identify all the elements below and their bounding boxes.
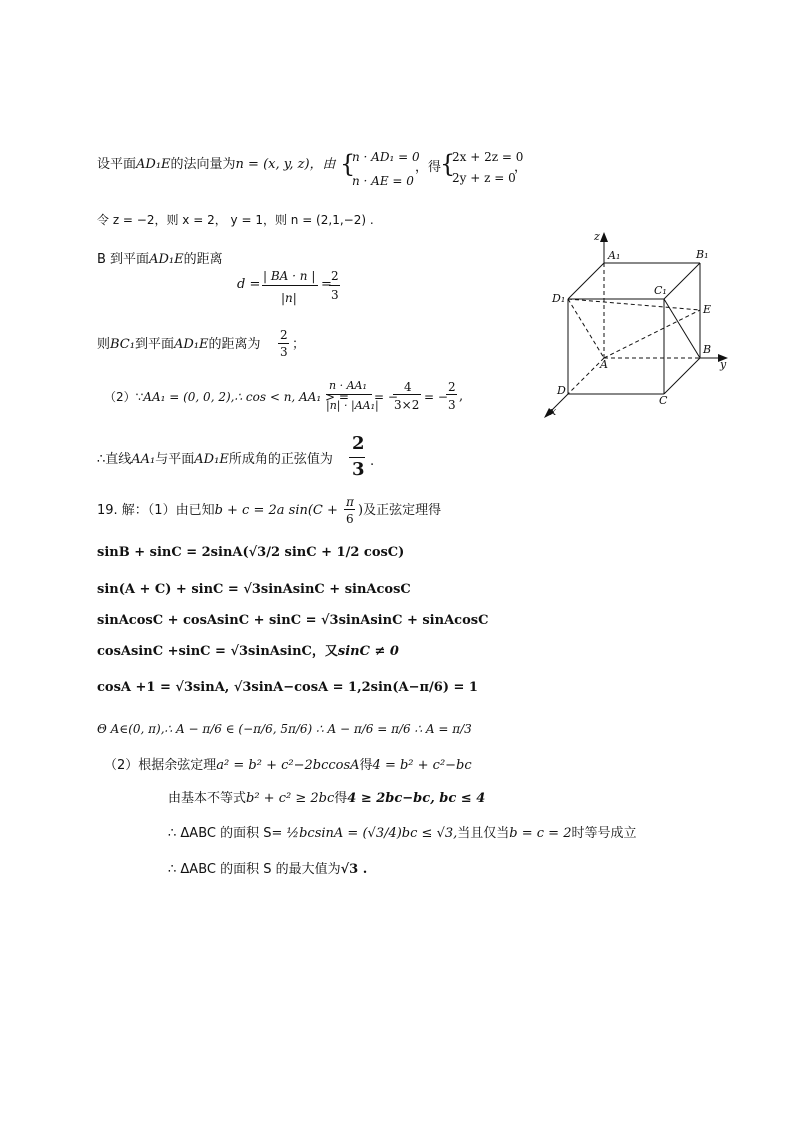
label-y: y: [720, 358, 727, 371]
text: （2）∵: [104, 390, 144, 404]
text: 到平面: [134, 337, 174, 352]
equation-line: sinAcosC + cosAsinC + sinC = √3sinAsinC + sinAcosC: [97, 613, 489, 628]
text: ，: [514, 160, 528, 175]
math: b² + c² ≥ 2bc: [246, 791, 335, 806]
label-a: A: [600, 358, 608, 371]
edge-ad: [568, 358, 604, 394]
left-brace-1: {: [340, 150, 356, 178]
math: AD₁E: [149, 252, 184, 267]
text: ∴ ΔABC 的面积 S: [168, 826, 272, 841]
math: AD₁E: [194, 452, 229, 467]
text: 的距离为: [208, 337, 261, 352]
math: 4 = b² + c²−bc: [372, 758, 472, 773]
label-x: x: [550, 405, 557, 418]
d-result-den: 3: [331, 288, 339, 302]
frac-den: 3: [280, 345, 288, 359]
text: 时等号成立: [571, 826, 637, 841]
text: 与平面: [155, 452, 195, 467]
system-eq-2: n · AE = 0: [352, 174, 414, 188]
frac-num: 2: [352, 433, 365, 454]
line-d1e: [568, 299, 700, 310]
math: ): [358, 503, 364, 518]
d-numerator: | BA · n |: [263, 269, 316, 283]
frac-den: 3: [352, 459, 365, 480]
text: 由基本不等式: [168, 791, 247, 806]
math: AA₁: [131, 452, 156, 467]
left-brace-2: {: [440, 150, 456, 178]
label-z: z: [594, 230, 600, 243]
d-denominator: |n|: [281, 291, 297, 305]
text: ∴ ΔABC 的面积 S 的最大值为: [168, 862, 341, 877]
label-c1: C₁: [654, 284, 667, 297]
math: n = (x, y, z)，由: [235, 157, 336, 172]
text: ，得: [415, 160, 442, 175]
frac-num: n · AA₁: [329, 379, 367, 392]
z-arrow: [600, 232, 608, 242]
text: 当且仅当: [457, 826, 510, 841]
edge-c1b1: [664, 263, 700, 299]
label-e: E: [703, 303, 712, 316]
text: 得: [359, 758, 373, 773]
line-d1a: [568, 299, 604, 358]
equation-line: cosA +1 = √3sinA, √3sinA−cosA = 1,2sin(A−π/6) = 1: [97, 680, 478, 695]
math: AD₁E: [136, 157, 171, 172]
edge-cb: [664, 358, 700, 394]
equation-line: sinB + sinC = 2sinA(√3/2 sinC + 1/2 cosC): [97, 545, 405, 560]
text: 的法向量为: [170, 157, 236, 172]
frac-num: 2: [280, 328, 288, 342]
math: b + c = 2a sin(C +: [214, 503, 338, 518]
math: cosAsinC +sinC = √3sinAsinC，又: [97, 644, 338, 659]
text: 设平面: [97, 157, 137, 172]
equation-line: Θ A∈(0, π),∴ A − π/6 ∈ (−π/6, 5π/6) ∴ A − π/6 = π/6 ∴ A = π/3: [97, 722, 472, 736]
edge-d1a1: [568, 263, 604, 299]
frac-den: |n| · |AA₁|: [326, 399, 379, 412]
text: 的距离: [183, 252, 223, 267]
line-set-z: 令 z = −2，则 x = 2， y = 1，则 n = (2,1,−2) .: [97, 213, 374, 227]
text: ；: [292, 337, 306, 352]
system-eq-1: n · AD₁ = 0: [352, 150, 420, 164]
system-eq-4: 2y + z = 0: [452, 171, 516, 185]
label-d1: D₁: [552, 292, 566, 305]
frac-num: π: [346, 495, 354, 509]
text: = −: [424, 390, 448, 404]
math: AA₁ = (0, 0, 2): [143, 390, 231, 404]
text: = −: [374, 390, 398, 404]
math: b = c = 2: [509, 826, 572, 841]
frac-den: 6: [346, 512, 354, 526]
d-eq: =: [321, 277, 332, 292]
math: sinC ≠ 0: [337, 644, 399, 659]
math: 4 ≥ 2bc−bc, bc ≤ 4: [347, 791, 486, 806]
text: ,: [459, 389, 464, 404]
text: （2）根据余弦定理: [104, 758, 217, 773]
system-eq-3: 2x + 2z = 0: [452, 150, 524, 164]
frac-num: 2: [448, 380, 456, 394]
text: 所成角的正弦值为: [228, 452, 333, 467]
d-result-num: 2: [331, 269, 339, 283]
frac-den: 3: [448, 398, 456, 412]
label-c: C: [659, 394, 668, 407]
frac-den: 3×2: [394, 398, 420, 412]
frac-num: 4: [404, 380, 412, 394]
math: √3 .: [340, 862, 368, 877]
math: BC₁: [110, 337, 135, 352]
math: = ½bcsinA = (√3/4)bc ≤ √3,: [271, 826, 458, 841]
text: .: [370, 454, 375, 469]
label-a1: A₁: [608, 249, 621, 262]
equation-line: sin(A + C) + sinC = √3sinAsinC + sinAcosC: [97, 582, 411, 597]
text: B 到平面: [97, 252, 150, 267]
label-d: D: [557, 384, 566, 397]
d-lhs: d =: [237, 277, 261, 292]
math: a² = b² + c²−2bccosA: [216, 758, 360, 773]
text: 及正弦定理得: [363, 503, 442, 518]
text: 19. 解：（1）由已知: [97, 503, 215, 518]
text: 得: [334, 791, 348, 806]
label-b: B: [703, 343, 712, 356]
math: ,∴ cos < n, AA₁ > =: [230, 390, 349, 404]
text: ∴直线: [97, 452, 132, 467]
text: 则: [97, 337, 111, 352]
label-b1: B₁: [696, 248, 709, 261]
math: AD₁E: [173, 337, 209, 352]
